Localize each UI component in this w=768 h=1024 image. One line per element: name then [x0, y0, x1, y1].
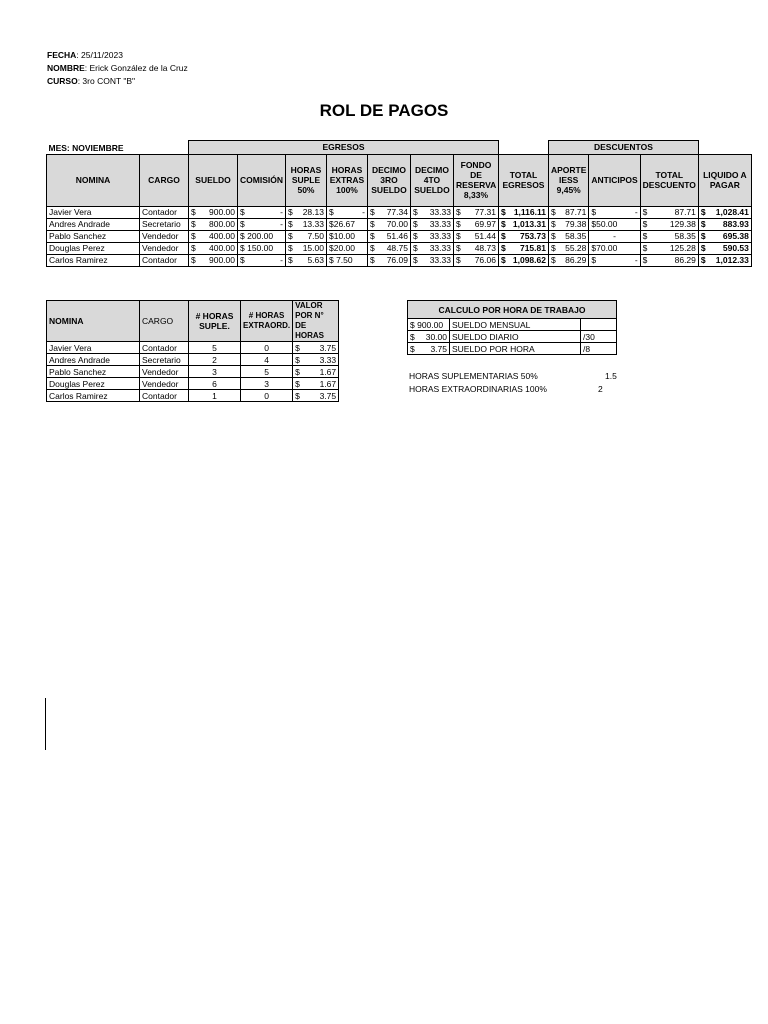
- table-row: [47, 206, 752, 218]
- cell-value: -: [634, 255, 638, 265]
- cell-value: $ 7.50: [328, 255, 353, 265]
- cell-value: 900.00: [209, 207, 235, 217]
- text-cell: 2: [189, 354, 241, 366]
- currency-symbol: $: [550, 207, 556, 217]
- cell-value: 590.53: [722, 243, 749, 253]
- cell-value: 7.50: [307, 231, 324, 241]
- cell-value: 51.46: [386, 231, 408, 241]
- cell-value: 69.97: [474, 219, 496, 229]
- money-cell: [453, 206, 498, 218]
- text-cell: 1: [189, 390, 241, 402]
- money-cell: [293, 378, 339, 390]
- cell-value: 1,013.31: [512, 219, 546, 229]
- currency-symbol: $: [550, 255, 556, 265]
- money-cell: [285, 242, 326, 254]
- money-cell: [498, 242, 548, 254]
- cell-value: 1.67: [319, 366, 337, 377]
- table-row: [47, 366, 339, 378]
- col-header: APORTE IESS 9,45%: [548, 154, 588, 206]
- money-cell: [589, 218, 640, 230]
- header-fecha: [47, 49, 123, 62]
- money-cell: [367, 230, 410, 242]
- cell-value: 1.67: [319, 378, 337, 389]
- money-cell: [589, 254, 640, 266]
- cell-value: 3.75: [319, 342, 337, 353]
- cell-value: 13.33: [302, 219, 324, 229]
- cell-value: 1,028.41: [715, 207, 749, 217]
- cell-value: 55.28: [565, 243, 587, 253]
- text-cell: Pablo Sanchez: [47, 230, 140, 242]
- hours-header-row: [47, 301, 339, 342]
- cell-value: 5.63: [307, 255, 324, 265]
- currency-symbol: $: [287, 207, 293, 217]
- money-cell: [293, 366, 339, 378]
- text-cell: Contador: [140, 342, 189, 354]
- currency-symbol: $: [550, 231, 556, 241]
- col-header: # HORAS SUPLE.: [189, 301, 241, 342]
- money-cell: [238, 254, 286, 266]
- cell-value: $70.00: [591, 243, 618, 253]
- text-cell: Carlos Ramirez: [47, 390, 140, 402]
- extra-label: HORAS EXTRAORDINARIAS 100%: [409, 384, 547, 394]
- money-cell: [367, 206, 410, 218]
- currency-symbol: $: [369, 255, 375, 265]
- money-cell: [367, 218, 410, 230]
- cell-value: 30.00: [425, 331, 447, 342]
- cell-value: 753.73: [519, 231, 546, 241]
- table-row: [47, 390, 339, 402]
- money-cell: [698, 242, 751, 254]
- currency-symbol: $: [328, 207, 334, 217]
- cell-value: 48.73: [474, 243, 496, 253]
- col-header: ANTICIPOS: [589, 154, 640, 206]
- currency-symbol: $: [455, 207, 461, 217]
- text-cell: Vendedor: [140, 366, 189, 378]
- money-cell: [640, 206, 698, 218]
- table-row: [47, 354, 339, 366]
- fecha-value: : 25/11/2023: [76, 50, 123, 60]
- cell-value: 33.33: [429, 207, 451, 217]
- money-cell: [640, 254, 698, 266]
- money-cell: [498, 206, 548, 218]
- currency-symbol: $: [369, 231, 375, 241]
- currency-symbol: $: [412, 243, 418, 253]
- table-row: [47, 378, 339, 390]
- col-header: CARGO: [140, 301, 189, 342]
- text-cell: 3: [241, 378, 293, 390]
- currency-symbol: $: [455, 255, 461, 265]
- currency-symbol: $: [287, 255, 293, 265]
- column-header-row: [47, 154, 752, 206]
- text-cell: Secretario: [140, 218, 189, 230]
- currency-symbol: $: [191, 207, 196, 217]
- cell-value: 3.33: [319, 354, 337, 365]
- payroll-table: [46, 140, 752, 267]
- currency-symbol: $: [295, 390, 300, 401]
- month-label: MES: NOVIEMBRE: [48, 143, 124, 153]
- curso-label: CURSO: [47, 76, 78, 86]
- money-cell: [408, 319, 450, 331]
- currency-symbol: $: [642, 231, 648, 241]
- currency-symbol: $: [295, 354, 300, 365]
- cell-value: -: [362, 207, 365, 217]
- currency-symbol: $: [295, 378, 300, 389]
- currency-symbol: $: [700, 219, 706, 229]
- money-cell: [189, 230, 238, 242]
- cell-value: 87.71: [565, 207, 587, 217]
- money-cell: [367, 254, 410, 266]
- cell-value: 33.33: [429, 243, 451, 253]
- calc-title: CALCULO POR HORA DE TRABAJO: [408, 301, 617, 319]
- currency-symbol: $: [500, 243, 506, 253]
- table-row: [47, 230, 752, 242]
- money-cell: [698, 206, 751, 218]
- cell-value: 400.00: [209, 243, 235, 253]
- cell-value: 695.38: [722, 231, 749, 241]
- money-cell: [640, 242, 698, 254]
- header-curso: [47, 75, 135, 88]
- money-cell: [548, 230, 588, 242]
- cell-value: 715.81: [519, 243, 546, 253]
- calc-title-row: [408, 301, 617, 319]
- currency-symbol: $: [642, 243, 648, 253]
- currency-symbol: $: [591, 207, 597, 217]
- table-row: [408, 319, 617, 331]
- money-cell: [589, 242, 640, 254]
- text-cell: Vendedor: [140, 378, 189, 390]
- currency-symbol: $: [700, 231, 706, 241]
- cell-value: $20.00: [328, 243, 355, 253]
- text-cell: 0: [241, 390, 293, 402]
- currency-symbol: $: [455, 219, 461, 229]
- text-cell: Douglas Perez: [47, 242, 140, 254]
- currency-symbol: $: [240, 207, 245, 217]
- curso-value: : 3ro CONT "B": [77, 76, 136, 86]
- currency-symbol: $: [240, 255, 245, 265]
- currency-symbol: $: [287, 219, 293, 229]
- cell-value: -: [280, 255, 283, 265]
- cell-value: 129.38: [669, 219, 696, 229]
- text-cell: Javier Vera: [47, 206, 140, 218]
- cell-value: 33.33: [429, 255, 451, 265]
- cell-value: $ 200.00: [240, 231, 274, 241]
- money-cell: [408, 331, 450, 343]
- extra-value: 2: [598, 384, 603, 394]
- cell-value: 1,012.33: [715, 255, 749, 265]
- text-cell: 4: [241, 354, 293, 366]
- suple-value: 1.5: [605, 371, 617, 381]
- money-cell: [640, 218, 698, 230]
- descuentos-header: DESCUENTOS: [548, 141, 698, 155]
- currency-symbol: $: [455, 243, 461, 253]
- nombre-value: : Erick González de la Cruz: [84, 63, 188, 73]
- currency-symbol: $: [240, 219, 245, 229]
- money-cell: [238, 230, 286, 242]
- cell-value: 15.00: [302, 243, 324, 253]
- money-cell: [453, 230, 498, 242]
- text-cell: 5: [241, 366, 293, 378]
- payroll-body: [47, 206, 752, 266]
- text-cursor: [45, 698, 46, 750]
- text-cell: Secretario: [140, 354, 189, 366]
- calc-table: [407, 300, 617, 355]
- money-cell: [408, 343, 450, 355]
- calc-body: [408, 319, 617, 355]
- text-cell: SUELDO POR HORA: [450, 343, 581, 355]
- money-cell: [326, 254, 367, 266]
- money-cell: [548, 218, 588, 230]
- text-cell: 5: [189, 342, 241, 354]
- col-header: TOTAL DESCUENTO: [640, 154, 698, 206]
- cell-value: 76.09: [386, 255, 408, 265]
- money-cell: [548, 254, 588, 266]
- money-cell: [326, 218, 367, 230]
- cell-value: $50.00: [591, 219, 618, 229]
- cell-value: 77.31: [474, 207, 496, 217]
- suple-label: HORAS SUPLEMENTARIAS 50%: [409, 371, 538, 381]
- money-cell: [285, 218, 326, 230]
- money-cell: [189, 254, 238, 266]
- money-cell: [326, 206, 367, 218]
- cell-value: 87.71: [674, 207, 696, 217]
- cell-value: 3.75: [319, 390, 337, 401]
- money-cell: [293, 390, 339, 402]
- money-cell: [293, 354, 339, 366]
- currency-symbol: $: [500, 255, 506, 265]
- currency-symbol: $: [455, 231, 461, 241]
- text-cell: Contador: [140, 254, 189, 266]
- currency-symbol: $: [642, 207, 648, 217]
- cell-value: 900.00: [209, 255, 235, 265]
- cell-value: 28.13: [302, 207, 324, 217]
- money-cell: [189, 206, 238, 218]
- currency-symbol: $: [700, 243, 706, 253]
- cell-value: 1,098.62: [512, 255, 546, 265]
- money-cell: [410, 254, 453, 266]
- fecha-label: FECHA: [47, 50, 77, 60]
- cell-value: 125.28: [669, 243, 696, 253]
- col-header: FONDO DE RESERVA 8,33%: [453, 154, 498, 206]
- money-cell: [453, 218, 498, 230]
- table-row: [47, 342, 339, 354]
- currency-symbol: $: [369, 243, 375, 253]
- col-header: DECIMO 4TO SUELDO: [410, 154, 453, 206]
- col-header: VALOR POR N° DE HORAS: [293, 301, 339, 342]
- text-cell: 0: [241, 342, 293, 354]
- text-cell: -: [589, 230, 640, 242]
- money-cell: [453, 254, 498, 266]
- money-cell: [640, 230, 698, 242]
- money-cell: [410, 230, 453, 242]
- col-header: CARGO: [140, 154, 189, 206]
- text-cell: Douglas Perez: [47, 378, 140, 390]
- cell-value: 76.06: [474, 255, 496, 265]
- cell-value: 86.29: [565, 255, 587, 265]
- money-cell: [589, 206, 640, 218]
- hours-body: [47, 342, 339, 402]
- header-nombre: [47, 62, 188, 75]
- money-cell: [293, 342, 339, 354]
- currency-symbol: $: [642, 219, 648, 229]
- col-header: HORAS EXTRAS 100%: [326, 154, 367, 206]
- text-cell: /30: [581, 331, 617, 343]
- table-row: [47, 242, 752, 254]
- money-cell: [189, 242, 238, 254]
- text-cell: Andres Andrade: [47, 354, 140, 366]
- currency-symbol: $: [295, 366, 300, 377]
- currency-symbol: $: [550, 243, 556, 253]
- col-header: COMISIÓN: [238, 154, 286, 206]
- text-cell: Pablo Sanchez: [47, 366, 140, 378]
- currency-symbol: $: [500, 219, 506, 229]
- money-cell: [326, 242, 367, 254]
- currency-symbol: $: [191, 255, 196, 265]
- cell-value: $10.00: [328, 231, 355, 241]
- cell-value: 1,116.11: [513, 207, 546, 217]
- currency-symbol: $: [642, 255, 648, 265]
- text-cell: 3: [189, 366, 241, 378]
- extra-extra-row: [409, 384, 603, 394]
- table-row: [408, 343, 617, 355]
- currency-symbol: $: [410, 331, 415, 342]
- table-row: [47, 254, 752, 266]
- currency-symbol: $: [369, 207, 375, 217]
- cell-value: 33.33: [429, 231, 451, 241]
- col-header: NOMINA: [47, 154, 140, 206]
- currency-symbol: $: [700, 207, 706, 217]
- text-cell: /8: [581, 343, 617, 355]
- hours-table: [46, 300, 339, 402]
- col-header: # HORAS EXTRAORD.: [241, 301, 293, 342]
- currency-symbol: $: [191, 231, 196, 241]
- text-cell: SUELDO DIARIO: [450, 331, 581, 343]
- currency-symbol: $: [191, 219, 196, 229]
- cell-value: 79.38: [565, 219, 587, 229]
- text-cell: Vendedor: [140, 230, 189, 242]
- col-header: SUELDO: [189, 154, 238, 206]
- col-header: LIQUIDO A PAGAR: [698, 154, 751, 206]
- text-cell: Vendedor: [140, 242, 189, 254]
- money-cell: [548, 242, 588, 254]
- money-cell: [498, 230, 548, 242]
- cell-value: $ 900.00: [410, 319, 444, 330]
- cell-value: 70.00: [386, 219, 408, 229]
- money-cell: [498, 254, 548, 266]
- money-cell: [410, 206, 453, 218]
- money-cell: [285, 254, 326, 266]
- currency-symbol: $: [410, 343, 415, 354]
- money-cell: [238, 206, 286, 218]
- text-cell: Contador: [140, 206, 189, 218]
- text-cell: Andres Andrade: [47, 218, 140, 230]
- currency-symbol: $: [550, 219, 556, 229]
- currency-symbol: $: [412, 255, 418, 265]
- text-cell: 6: [189, 378, 241, 390]
- egresos-header: EGRESOS: [189, 141, 499, 155]
- page-title: ROL DE PAGOS: [319, 101, 449, 120]
- group-header-row: [47, 141, 752, 155]
- col-header: DECIMO 3RO SUELDO: [367, 154, 410, 206]
- cell-value: 58.35: [674, 231, 696, 241]
- currency-symbol: $: [700, 255, 706, 265]
- cell-value: 33.33: [429, 219, 451, 229]
- cell-value: -: [280, 207, 283, 217]
- currency-symbol: $: [412, 219, 418, 229]
- cell-value: 48.75: [386, 243, 408, 253]
- currency-symbol: $: [500, 231, 506, 241]
- text-cell: [581, 319, 617, 331]
- money-cell: [367, 242, 410, 254]
- money-cell: [548, 206, 588, 218]
- currency-symbol: $: [191, 243, 196, 253]
- currency-symbol: $: [412, 231, 418, 241]
- extra-suple-row: [409, 371, 617, 381]
- currency-symbol: $: [500, 207, 506, 217]
- cell-value: 800.00: [209, 219, 235, 229]
- table-row: [47, 218, 752, 230]
- currency-symbol: $: [369, 219, 375, 229]
- text-cell: Carlos Ramirez: [47, 254, 140, 266]
- cell-value: 883.93: [722, 219, 749, 229]
- cell-value: 58.35: [565, 231, 587, 241]
- cell-value: 77.34: [386, 207, 408, 217]
- text-cell: Contador: [140, 390, 189, 402]
- money-cell: [189, 218, 238, 230]
- currency-symbol: $: [295, 342, 300, 353]
- col-header: NOMINA: [47, 301, 140, 342]
- currency-symbol: $: [287, 243, 293, 253]
- money-cell: [410, 242, 453, 254]
- money-cell: [238, 242, 286, 254]
- col-header: TOTAL EGRESOS: [498, 154, 548, 206]
- nombre-label: NOMBRE: [47, 63, 85, 73]
- money-cell: [698, 218, 751, 230]
- currency-symbol: $: [591, 255, 597, 265]
- text-cell: Javier Vera: [47, 342, 140, 354]
- cell-value: $ 150.00: [240, 243, 274, 253]
- cell-value: 3.75: [430, 343, 447, 354]
- col-header: HORAS SUPLE 50%: [285, 154, 326, 206]
- money-cell: [698, 230, 751, 242]
- cell-value: -: [280, 219, 283, 229]
- currency-symbol: $: [412, 207, 418, 217]
- money-cell: [453, 242, 498, 254]
- money-cell: [326, 230, 367, 242]
- text-cell: SUELDO MENSUAL: [450, 319, 581, 331]
- money-cell: [285, 206, 326, 218]
- cell-value: 86.29: [674, 255, 696, 265]
- money-cell: [498, 218, 548, 230]
- currency-symbol: $: [287, 231, 293, 241]
- money-cell: [410, 218, 453, 230]
- money-cell: [698, 254, 751, 266]
- cell-value: -: [634, 207, 638, 217]
- cell-value: 51.44: [474, 231, 496, 241]
- cell-value: $26.67: [328, 219, 355, 229]
- table-row: [408, 331, 617, 343]
- money-cell: [285, 230, 326, 242]
- money-cell: [238, 218, 286, 230]
- cell-value: 400.00: [209, 231, 235, 241]
